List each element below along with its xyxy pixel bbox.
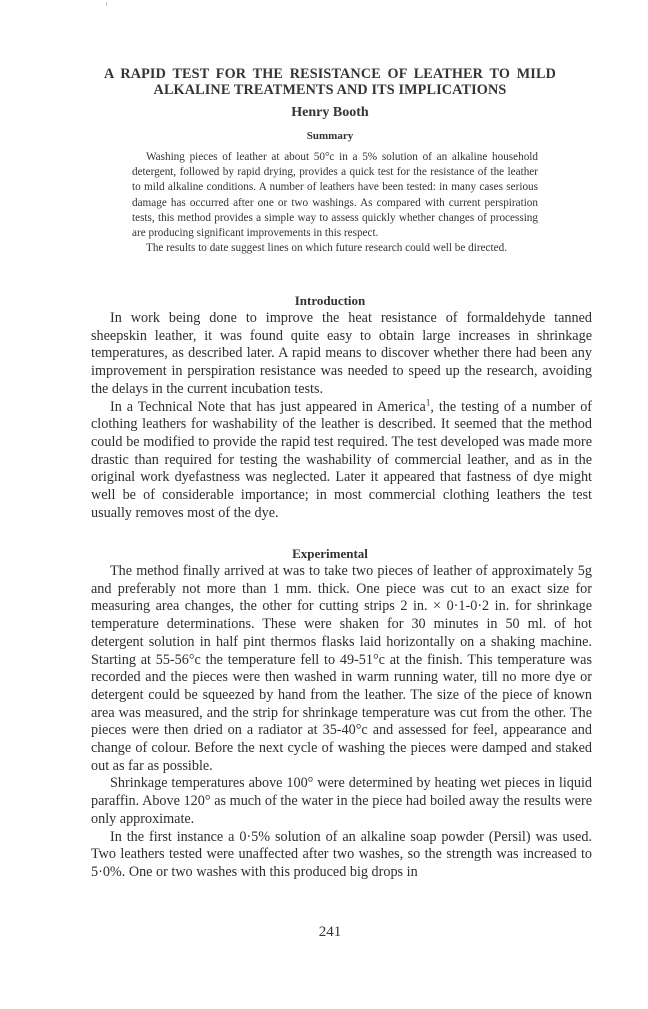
article-title [60,66,600,98]
introduction-paragraph [91,396,593,523]
experimental-body [91,563,592,882]
introduction-paragraph: In work being done to improve the heat resistance of formaldehyde tanned sheepskin leather, it was found quite easy to obtain large increases in shrinkage temperatures, as described later. A rapid means to discover whether there had been any improvement in perspiration resistance was needed to speed up the research, avoiding the delays in the current incubation tests. [91,310,592,397]
experimental-heading: Experimental [292,546,368,561]
paragraph-text: In a Technical Note that has just appeared in America [110,398,426,415]
summary-block [132,150,538,256]
paragraph-text: , the testing of a number of clothing leathers for washability of the leather is described. It seemed that the method could be modified to provide the rapid test required. The test developed was made more drastic than required for testing the washability of commercial leather, and as in the original work dyefastness was neglected. Later it appeared that fastness of dye might well be of considerable importance; in most commercial clothing leathers the test usually removes most of the dye. [91,398,593,521]
author-name: Henry Booth [291,105,369,120]
experimental-paragraph: In the first instance a 0·5% solution of an alkaline soap powder (Persil) was used. Two leathers tested were unaffected after two washes, so the strength was increased to 5·0%. One or two washes with this produced big drops in [91,828,592,880]
introduction-body [91,310,592,522]
summary-heading: Summary [306,130,354,142]
footnote-reference[interactable]: 1 [425,396,431,407]
experimental-paragraph: Shrinkage temperatures above 100° were determined by heating wet pieces in liquid paraffin. Above 120° as much of the water in the piece had boiled away the results were only approximate. [91,775,592,827]
summary-paragraph: The results to date suggest lines on which future research could well be directed. [146,242,507,255]
introduction-heading: Introduction [294,293,366,308]
scan-speck [106,2,107,6]
page-number: 241 [318,924,342,940]
title-line-1: A RAPID TEST FOR THE RESISTANCE OF LEATHER TO MILD [104,66,556,82]
experimental-paragraph: The method finally arrived at was to take two pieces of leather of approximately 5g and preferably not more than 1 mm. thick. One piece was cut to an exact size for measuring area changes, the other for cutting strips 2 in. × 0·1-0·2 in. for shrinkage temperature determinations. These were shaken for 30 minutes in 50 ml. of hot detergent solution in half pint thermos flasks laid horizontally on a shaking machine. Starting at 55-56°c the temperature fell to 49-51°c at the finish. This temperature was recorded and the pieces were then washed in warm running water, till no more dye or detergent could be squeezed by hand from the leather. The size of the piece of known area was measured, and the strip for shrinkage temperature was cut from the other. The pieces were then dried on a radiator at 35-40°c and assessed for feel, appearance and change of colour. Before the next cycle of washing the pieces were damped and staked out as far as possible. [91,563,592,774]
title-line-2: ALKALINE TREATMENTS AND ITS IMPLICATIONS [153,82,507,98]
summary-paragraph: Washing pieces of leather at about 50°c in a 5% solution of an alkaline household detergent, followed by rapid drying, provides a quick test for the resistance of the leather to mild alkaline conditions. A number of leathers have been tested: in many cases serious damage has occurred after one or two washings. As compared with current perspiration tests, this method provides a simple way to assess quickly whether changes of processing are producing significant improvements in this respect. [132,151,538,240]
